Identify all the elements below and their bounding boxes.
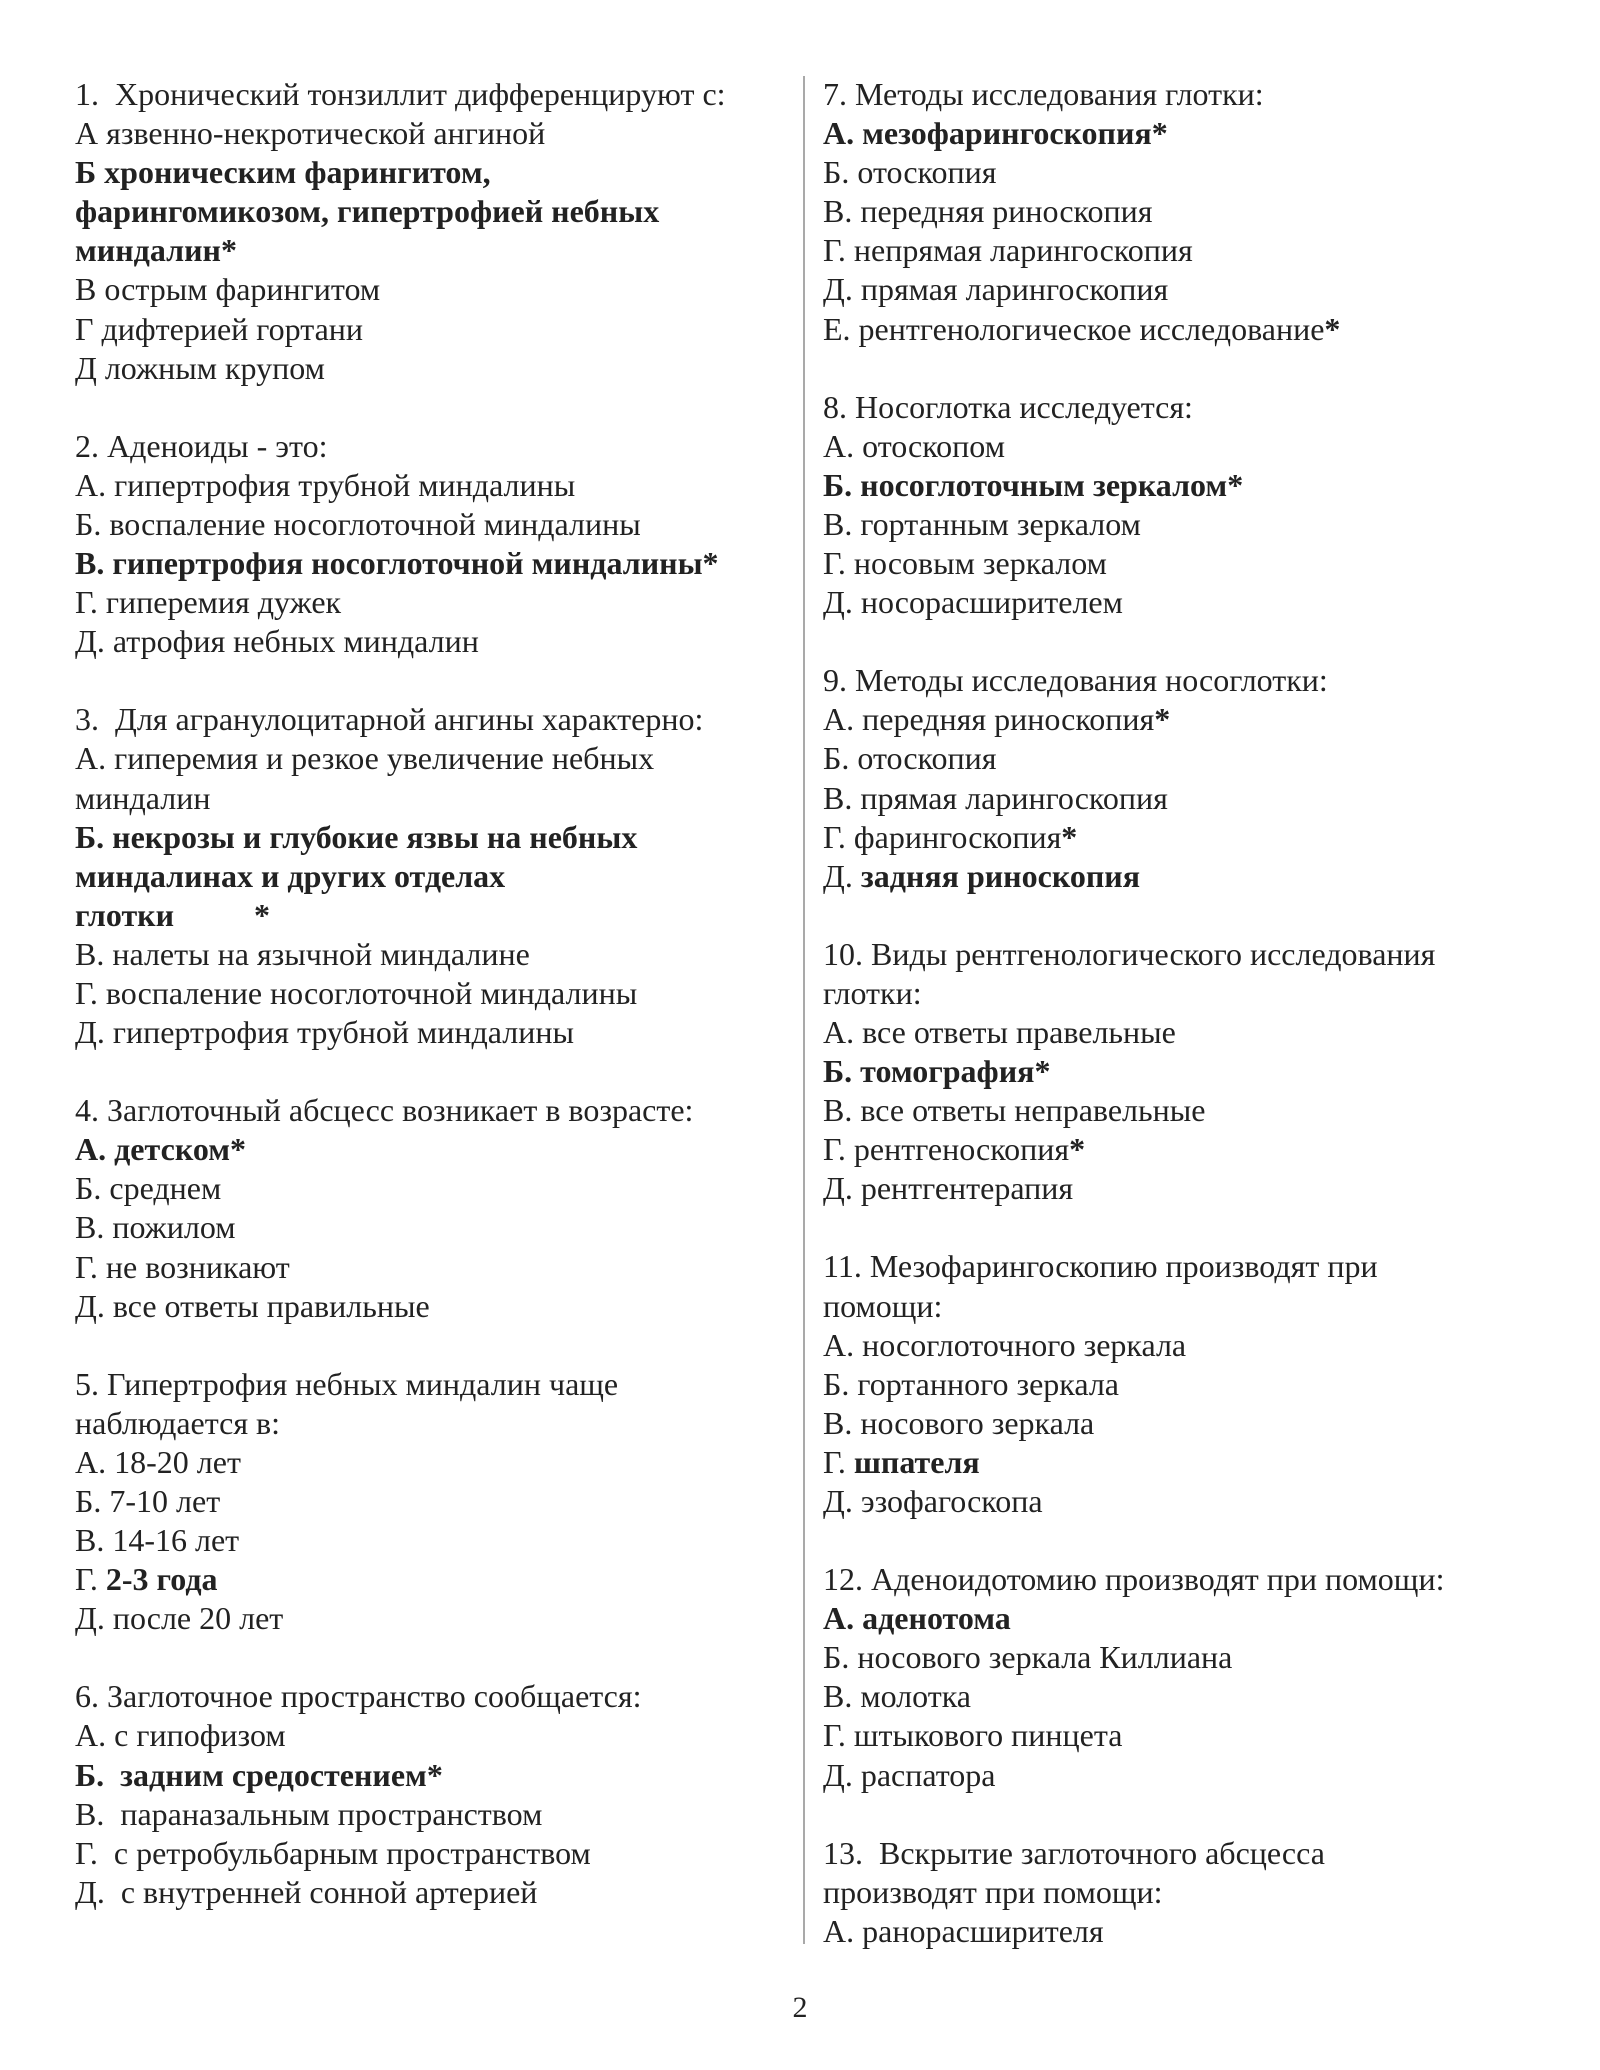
line-text: Б. 7-10 лет <box>75 1483 221 1519</box>
answer-option <box>823 1482 1543 1521</box>
line-text: Д. <box>823 857 861 894</box>
line-text: 13. Вскрытие заглоточного абсцесса <box>823 1834 1325 1871</box>
line-text: 2. Аденоиды - это: <box>75 427 328 464</box>
answer-option <box>823 1638 1543 1677</box>
line-text: глотки * <box>75 896 271 933</box>
answer-option <box>823 114 1543 153</box>
answer-option <box>75 1248 775 1287</box>
right-column <box>823 75 1543 1951</box>
line-text: В. передняя риноскопия <box>823 193 1153 230</box>
question-text <box>75 427 775 466</box>
answer-option <box>823 1912 1543 1951</box>
line-text: В. налеты на язычной миндалине <box>75 935 530 972</box>
line-text: А. аденотома <box>823 1600 1011 1637</box>
line-text: 11. Мезофарингоскопию производят при <box>823 1248 1378 1285</box>
line-text: А. все ответы правельные <box>823 1013 1176 1050</box>
line-text: Д ложным крупом <box>75 349 325 386</box>
line-text: Д. с внутренней сонной артерией <box>75 1873 538 1910</box>
column-divider <box>803 76 805 1944</box>
question-text <box>823 935 1543 974</box>
line-text: 9. Методы исследования носоглотки: <box>823 662 1328 699</box>
line-text: Б. носоглоточным зеркалом* <box>823 466 1244 503</box>
line-text: Б. гортанного зеркала <box>823 1365 1119 1402</box>
answer-option <box>75 739 775 778</box>
line-text: А. 18-20 лет <box>75 1443 241 1480</box>
line-text: Г. непрямая ларингоскопия <box>823 232 1193 269</box>
line-text: миндалин* <box>75 232 237 269</box>
question-block <box>823 388 1543 623</box>
question-text <box>823 661 1543 700</box>
answer-option <box>823 1716 1543 1755</box>
question-block <box>823 1247 1543 1521</box>
answer-option <box>823 1365 1543 1404</box>
answer-option <box>75 779 775 818</box>
line-text: Д. все ответы правильные <box>75 1287 430 1324</box>
line-text: Б. среднем <box>75 1170 222 1207</box>
question-block <box>75 1365 775 1639</box>
line-bold-text: * <box>1069 1131 1086 1168</box>
line-text: Г. гиперемия дужек <box>75 584 342 621</box>
line-text: 10. Виды рентгенологического исследования <box>823 935 1436 972</box>
answer-option <box>75 1169 775 1208</box>
line-text: Г дифтерией гортани <box>75 310 364 347</box>
question-block <box>823 75 1543 349</box>
answer-option <box>823 1404 1543 1443</box>
question-block <box>823 1834 1543 1951</box>
answer-option <box>75 1130 775 1169</box>
answer-option <box>75 1443 775 1482</box>
answer-option <box>823 1052 1543 1091</box>
line-text: А. ранорасширителя <box>823 1912 1104 1949</box>
line-text: наблюдается в: <box>75 1404 281 1441</box>
answer-option <box>75 1873 775 1912</box>
line-text: Б. носового зеркала Киллиана <box>823 1639 1233 1676</box>
answer-option <box>75 544 775 583</box>
line-text: Г. фарингоскопия <box>823 818 1062 855</box>
question-block <box>823 661 1543 896</box>
line-text: Г. <box>75 1561 106 1598</box>
line-text: Б. томография* <box>823 1053 1051 1090</box>
line-text: глотки: <box>823 974 922 1011</box>
answer-option <box>75 1013 775 1052</box>
line-text: А. гипертрофия трубной миндалины <box>75 466 576 503</box>
line-text: 8. Носоглотка исследуется: <box>823 388 1193 425</box>
line-text: Б хроническим фарингитом, <box>75 154 491 191</box>
line-text: А язвенно-некротической ангиной <box>75 115 546 152</box>
answer-option <box>75 857 775 896</box>
line-text: В. пожилом <box>75 1209 236 1246</box>
line-text: 3. Для агранулоцитарной ангины характерно: <box>75 701 704 738</box>
answer-option <box>823 192 1543 231</box>
answer-option <box>823 974 1543 1013</box>
line-text: Б. воспаление носоглоточной миндалины <box>75 505 641 542</box>
line-text: А. отоскопом <box>823 427 1005 464</box>
answer-option <box>823 466 1543 505</box>
line-text: В острым фарингитом <box>75 271 381 308</box>
answer-option <box>75 1756 775 1795</box>
line-text: А. гиперемия и резкое увеличение небных <box>75 740 655 777</box>
line-text: Г. носовым зеркалом <box>823 545 1107 582</box>
line-text: Г. <box>823 1443 854 1480</box>
answer-option <box>823 779 1543 818</box>
answer-option <box>75 153 775 192</box>
question-text <box>75 1091 775 1130</box>
question-block <box>75 75 775 388</box>
line-text: Г. не возникают <box>75 1248 290 1285</box>
answer-option <box>75 1404 775 1443</box>
line-text: 12. Аденоидотомию производят при помощи: <box>823 1561 1445 1598</box>
answer-option <box>823 818 1543 857</box>
answer-option <box>823 1873 1543 1912</box>
answer-option <box>823 427 1543 466</box>
line-text: В. все ответы неправельные <box>823 1092 1206 1129</box>
answer-option <box>823 1013 1543 1052</box>
answer-option <box>75 974 775 1013</box>
answer-option <box>823 1677 1543 1716</box>
line-text: В. 14-16 лет <box>75 1522 240 1559</box>
page-number: 2 <box>792 1991 808 2024</box>
answer-option <box>823 1287 1543 1326</box>
answer-option <box>75 270 775 309</box>
answer-option <box>823 505 1543 544</box>
answer-option <box>75 935 775 974</box>
line-text: 4. Заглоточный абсцесс возникает в возрасте: <box>75 1092 694 1129</box>
question-block <box>75 1677 775 1912</box>
line-text: Д. атрофия небных миндалин <box>75 623 479 660</box>
line-bold-text: 2-3 года <box>105 1561 218 1598</box>
line-bold-text: * <box>1061 818 1078 855</box>
answer-option <box>75 818 775 857</box>
line-bold-text: задняя риноскопия <box>860 857 1141 894</box>
answer-option <box>75 114 775 153</box>
line-text: миндалинах и других отделах <box>75 857 506 894</box>
line-text: Д. после 20 лет <box>75 1600 284 1637</box>
line-text: фарингомикозом, гипертрофией небных <box>75 193 660 230</box>
answer-option <box>75 310 775 349</box>
question-text <box>823 1560 1543 1599</box>
answer-option <box>823 310 1543 349</box>
answer-option <box>75 896 775 935</box>
line-text: А. с гипофизом <box>75 1717 286 1754</box>
answer-option <box>75 1287 775 1326</box>
answer-option <box>823 1599 1543 1638</box>
answer-option <box>823 1169 1543 1208</box>
line-text: В. гипертрофия носоглоточной миндалины* <box>75 545 719 582</box>
question-text <box>75 1365 775 1404</box>
answer-option <box>75 192 775 231</box>
answer-option <box>75 1208 775 1247</box>
line-text: производят при помощи: <box>823 1873 1163 1910</box>
line-text: А. детском* <box>75 1131 247 1168</box>
line-text: Б. отоскопия <box>823 740 997 777</box>
answer-option <box>823 583 1543 622</box>
answer-option <box>75 1521 775 1560</box>
line-text: миндалин <box>75 779 211 816</box>
line-text: Г. штыкового пинцета <box>823 1717 1123 1754</box>
question-block <box>823 935 1543 1209</box>
answer-option <box>823 153 1543 192</box>
answer-option <box>823 700 1543 739</box>
answer-option <box>75 1795 775 1834</box>
line-text: Д. прямая ларингоскопия <box>823 271 1169 308</box>
question-text <box>823 388 1543 427</box>
answer-option <box>823 1443 1543 1482</box>
line-text: 1. Хронический тонзиллит дифференцируют с: <box>75 76 726 112</box>
line-text: Д. распатора <box>823 1756 996 1793</box>
line-bold-text: шпателя <box>853 1443 980 1480</box>
answer-option <box>75 1716 775 1755</box>
line-text: Г. с ретробульбарным пространством <box>75 1834 591 1871</box>
line-text: Д. рентгентерапия <box>823 1170 1074 1207</box>
question-text <box>823 75 1543 114</box>
line-text: помощи: <box>823 1287 943 1324</box>
answer-option <box>75 231 775 270</box>
line-text: А. мезофарингоскопия* <box>823 115 1168 152</box>
answer-option <box>75 622 775 661</box>
line-text: 7. Методы исследования глотки: <box>823 76 1264 112</box>
question-block <box>823 1560 1543 1795</box>
line-text: А. носоглоточного зеркала <box>823 1326 1187 1363</box>
answer-option <box>823 270 1543 309</box>
question-block <box>75 700 775 1052</box>
line-bold-text: * <box>1154 701 1171 738</box>
question-block <box>75 427 775 662</box>
answer-option <box>75 349 775 388</box>
line-text: Е. рентгенологическое исследование <box>823 310 1325 347</box>
line-text: Б. задним средостением* <box>75 1756 443 1793</box>
line-text: Д. носорасширителем <box>823 584 1123 621</box>
question-text <box>823 1834 1543 1873</box>
line-text: 5. Гипертрофия небных миндалин чаще <box>75 1365 619 1402</box>
answer-option <box>823 857 1543 896</box>
line-text: Б. отоскопия <box>823 154 997 191</box>
question-block <box>75 1091 775 1326</box>
line-text: Г. рентгеноскопия <box>823 1131 1070 1168</box>
answer-option <box>823 1756 1543 1795</box>
answer-option <box>823 1326 1543 1365</box>
answer-option <box>75 1599 775 1638</box>
line-text: 6. Заглоточное пространство сообщается: <box>75 1678 642 1715</box>
question-text <box>75 700 775 739</box>
line-text: В. прямая ларингоскопия <box>823 779 1168 816</box>
left-column <box>75 75 775 1912</box>
answer-option <box>75 466 775 505</box>
answer-option <box>75 1560 775 1599</box>
answer-option <box>823 231 1543 270</box>
answer-option <box>823 544 1543 583</box>
line-text: Г. воспаление носоглоточной миндалины <box>75 974 638 1011</box>
answer-option <box>75 1482 775 1521</box>
line-text: Д. гипертрофия трубной миндалины <box>75 1014 574 1051</box>
question-text <box>75 75 775 114</box>
question-text <box>823 1247 1543 1286</box>
line-text: Д. эзофагоскопа <box>823 1483 1043 1519</box>
line-text: А. передняя риноскопия <box>823 701 1155 738</box>
line-text: В. параназальным пространством <box>75 1795 543 1832</box>
answer-option <box>823 739 1543 778</box>
answer-option <box>823 1130 1543 1169</box>
answer-option <box>823 1091 1543 1130</box>
question-text <box>75 1677 775 1716</box>
answer-option <box>75 505 775 544</box>
line-text: В. носового зеркала <box>823 1404 1095 1441</box>
line-bold-text: * <box>1324 310 1341 347</box>
line-text: В. молотка <box>823 1678 971 1715</box>
line-text: Б. некрозы и глубокие язвы на небных <box>75 818 638 855</box>
line-text: В. гортанным зеркалом <box>823 505 1141 542</box>
answer-option <box>75 583 775 622</box>
answer-option <box>75 1834 775 1873</box>
